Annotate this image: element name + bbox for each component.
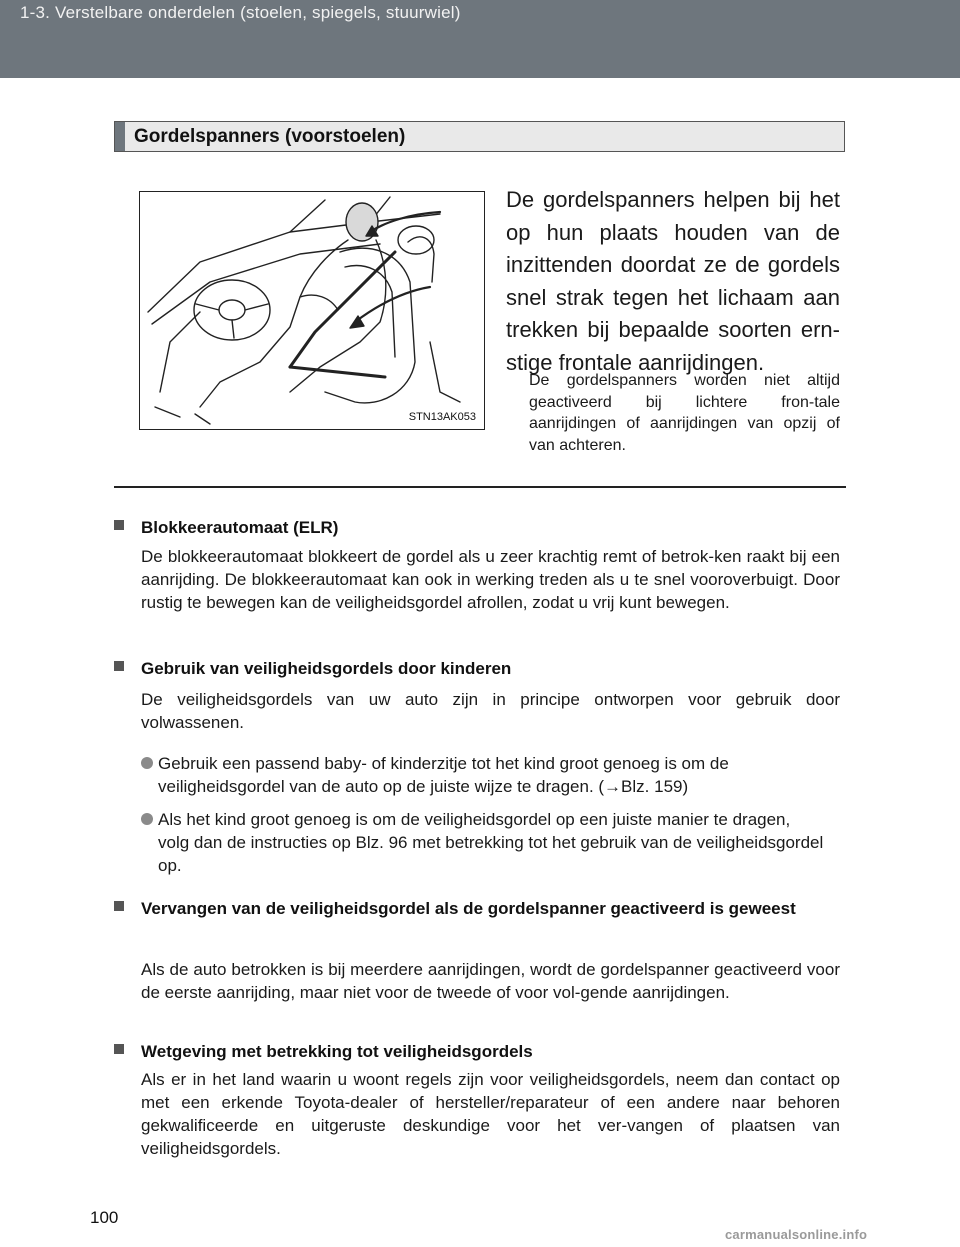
watermark: carmanualsonline.info (725, 1227, 868, 1242)
section-divider (114, 486, 846, 488)
chapter-header-bar (0, 0, 960, 78)
chapter-title: 1-3. Verstelbare onderdelen (stoelen, spiegels, stuurwiel) (20, 3, 461, 22)
square-bullet-icon (114, 901, 124, 911)
section-note-text: De gordelspanners worden niet altijd geactiveerd bij lichtere fron-tale aanrijdingen of aanrijdingen van opzij of van achteren. (529, 372, 840, 454)
section-lead-text: De gordelspanners helpen bij het op hun plaats houden van de inzittenden doordat ze de gordels snel strak tegen het lichaam aan trekken bij bepaalde soorten ern-stige frontale aanrijdingen. (506, 187, 840, 375)
figure-code: STN13AK053 (408, 411, 476, 423)
info-item-body: Als er in het land waarin u woont regels zijn voor veiligheidsgordels, neem dan contact op met een erkende Toyota-dealer of hersteller/reparateur of een andere naar behoren gekwalificeerde en uitgeruste deskundige voor het ver-vangen of plaatsen van veiligheidsgordels. (141, 1070, 840, 1158)
car-interior-drawing (140, 192, 484, 429)
info-item-body: De veiligheidsgordels van uw auto zijn in principe ontworpen voor gebruik door volwassenen. (141, 690, 840, 732)
info-item-body: De blokkeerautomaat blokkeert de gordel als u zeer krachtig remt of betrok-ken raakt bij een aanrijding. De blokkeerautomaat kan ook in werking treden als u te snel vooroverbuigt. Door rustig te bewegen kan de veiligheidsgordel afrollen, zodat u vrij kunt bewegen. (141, 547, 840, 612)
info-item-title: Wetgeving met betrekking tot veiligheidsgordels (141, 1042, 533, 1061)
square-bullet-icon (114, 520, 124, 530)
circle-bullet-icon (141, 813, 153, 825)
info-item-title: Blokkeerautomaat (ELR) (141, 518, 339, 537)
section-heading (114, 121, 845, 152)
info-item-title: Vervangen van de veiligheidsgordel als de gordelspanner geactiveerd is geweest (141, 899, 796, 918)
list-item-text: Als het kind groot genoeg is om de veiligheidsgordel op een juiste manier te dragen, volg dan de instructies op Blz. 96 met betrekking tot het gebruik van de veiligheidsgordel op. (158, 810, 824, 875)
section-heading-bar (115, 122, 125, 151)
page-number: 100 (90, 1208, 119, 1227)
info-item-body: Als de auto betrokken is bij meerdere aanrijdingen, wordt de gordelspanner geactiveerd voor de eerste aanrijding, maar niet voor de tweede of voor vol-gende aanrijdingen. (141, 960, 840, 1002)
square-bullet-icon (114, 661, 124, 671)
info-item-title: Gebruik van veiligheidsgordels door kinderen (141, 659, 512, 678)
section-title: Gordelspanners (voorstoelen) (134, 126, 406, 147)
circle-bullet-icon (141, 757, 153, 769)
square-bullet-icon (114, 1044, 124, 1054)
seat-belt-pretensioner-illustration (139, 191, 485, 430)
list-item-text: Gebruik een passend baby- of kinderzitje tot het kind groot genoeg is om de veiligheidsgordel van de auto op de juiste wijze te dragen. (→Blz. 159) (158, 754, 729, 796)
